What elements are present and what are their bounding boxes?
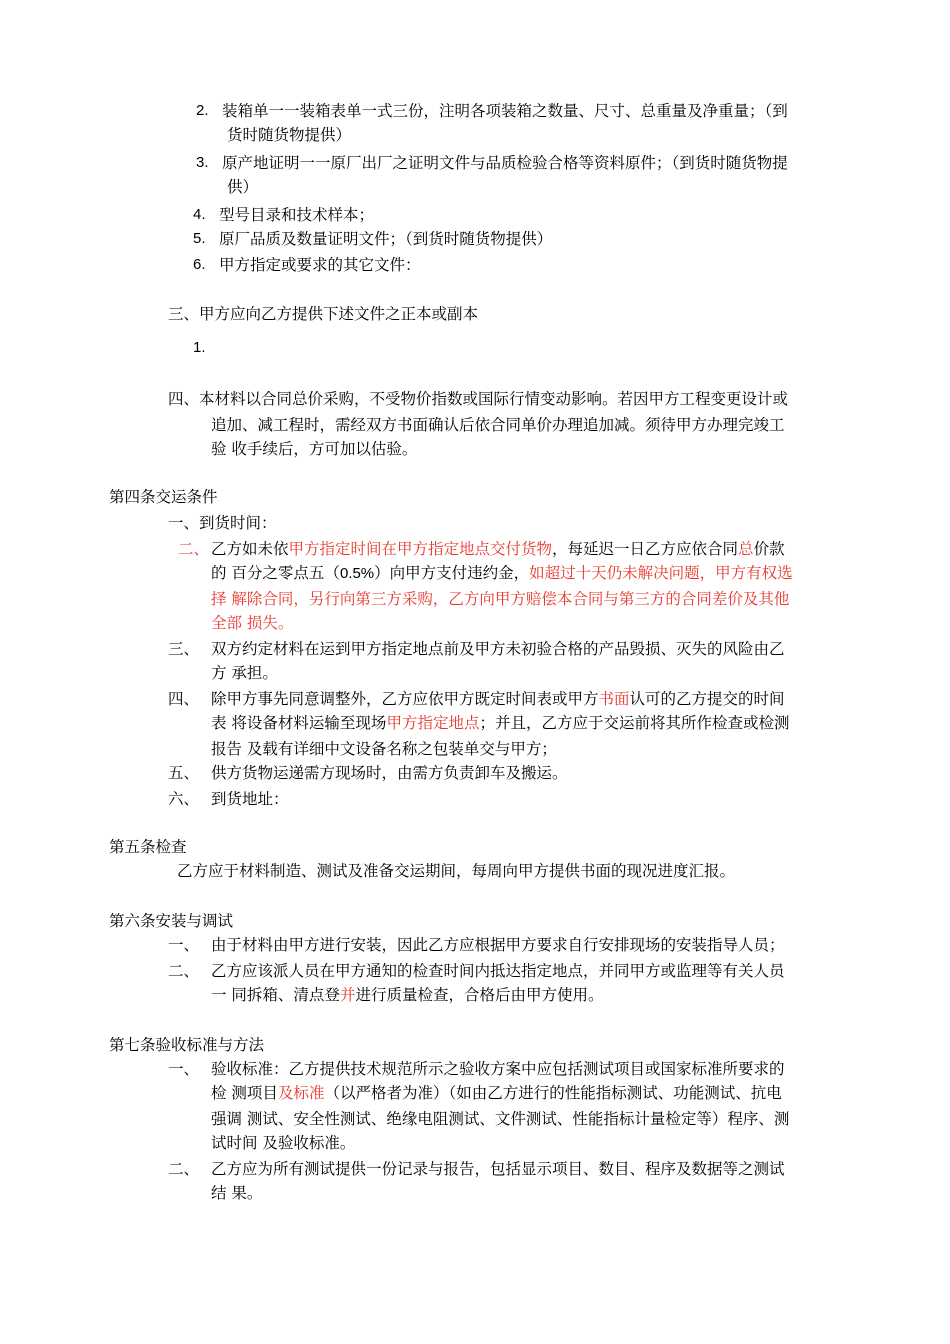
article-6-clause-2-line-2: 一 同拆箱、清点登并进行质量检查，合格后由甲方使用。	[211, 986, 604, 1004]
article-7-clause-1-line-2: 检 测项目及标准（以严格者为准）（如由乙方进行的性能指标测试、功能测试、抗电	[211, 1084, 782, 1102]
item-2-number: 2.	[196, 102, 209, 119]
article-6-clause-2-number: 二、	[168, 962, 200, 980]
item-5-text: 原厂品质及数量证明文件；（到货时随货物提供）	[219, 230, 553, 248]
article-4-clause-1: 一、到货时间：	[168, 514, 277, 532]
item-6-number: 6.	[193, 256, 206, 273]
article-4-clause-3-line-1: 双方约定材料在运到甲方指定地点前及甲方未初验合格的产品毁损、灭失的风险由乙	[211, 640, 785, 658]
article-4-clause-4-line-2: 表 将设备材料运输至现场甲方指定地点；并且，乙方应于交运前将其所作检查或检测	[211, 714, 790, 732]
item-5-number: 5.	[193, 230, 206, 247]
article-6-clause-1-text: 由于材料由甲方进行安装，因此乙方应根据甲方要求自行安排现场的安装指导人员；	[211, 936, 785, 954]
article-4-clause-2-line-4: 全部 损失。	[211, 614, 294, 632]
article-4-clause-5-text: 供方货物运递需方现场时，由需方负责卸车及搬运。	[211, 764, 568, 782]
item-4-number: 4.	[193, 206, 206, 223]
article-4-clause-2-line-3: 择 解除合同，另行向第三方采购，乙方向甲方赔偿本合同与第三方的合同差价及其他	[211, 590, 790, 608]
article-4-clause-6-text: 到货地址：	[211, 790, 289, 808]
article-4-clause-2-number: 二、	[178, 540, 210, 558]
article-7-clause-2-line-1: 乙方应为所有测试提供一份记录与报告，包括显示项目、数目、程序及数据等之测试	[211, 1160, 785, 1178]
article-7-clause-1-line-1: 验收标准：乙方提供技术规范所示之验收方案中应包括测试项目或国家标准所要求的	[211, 1060, 785, 1078]
article-7-clause-2-number: 二、	[168, 1160, 200, 1178]
item-2-line-2: 货时随货物提供）	[227, 126, 352, 144]
article-4-clause-4-number: 四、	[168, 690, 200, 708]
article-4-clause-6-number: 六、	[168, 790, 200, 808]
article-4-heading: 第四条交运条件	[109, 488, 218, 506]
article-5-heading: 第五条检查	[109, 838, 187, 856]
article-7-clause-2-line-2: 结 果。	[211, 1184, 263, 1202]
article-7-heading: 第七条验收标准与方法	[109, 1036, 265, 1054]
article-6-clause-2-line-1: 乙方应该派人员在甲方通知的检查时间内抵达指定地点，并同甲方或监理等有关人员	[211, 962, 785, 980]
article-4-clause-2-line-2: 的 百分之零点五（0.5%）向甲方支付违约金，如超过十天仍未解决问题，甲方有权选	[211, 564, 793, 582]
article-4-clause-3-line-2: 方 承担。	[211, 664, 278, 682]
article-6-heading: 第六条安装与调试	[109, 912, 234, 930]
article-4-clause-4-line-3: 报告 及载有详细中文设备名称之包装单交与甲方；	[211, 740, 557, 758]
article-4-clause-2-line-1: 乙方如未依甲方指定时间在甲方指定地点交付货物，每延迟一日乙方应依合同总价款	[211, 540, 785, 558]
article-4-clause-3-number: 三、	[168, 640, 200, 658]
article-7-clause-1-number: 一、	[168, 1060, 200, 1078]
article-7-clause-1-line-4: 试时间 及验收标准。	[211, 1134, 356, 1152]
item-3-line-1: 原产地证明一一原厂出厂之证明文件与品质检验合格等资料原件；（到货时随货物提	[222, 154, 788, 172]
article-4-clause-4-line-1: 除甲方事先同意调整外，乙方应依甲方既定时间表或甲方书面认可的乙方提交的时间	[211, 690, 785, 708]
item-4-text: 型号目录和技术样本；	[219, 206, 375, 224]
article-7-clause-1-line-3: 强调 测试、安全性测试、绝缘电阻测试、文件测试、性能指标计量检定等）程序、测	[211, 1110, 790, 1128]
section-4-line-2: 追加、减工程时，需经双方书面确认后依合同单价办理追加减。须待甲方办理完竣工	[211, 416, 785, 434]
item-3-line-2: 供）	[227, 178, 259, 196]
section-3-item-1-number: 1.	[193, 339, 206, 356]
item-3-number: 3.	[196, 154, 209, 171]
section-3-heading: 三、甲方应向乙方提供下述文件之正本或副本	[168, 305, 479, 323]
item-2-line-1: 装箱单一一装箱表单一式三份，注明各项装箱之数量、尺寸、总重量及净重量；（到	[222, 102, 788, 120]
article-5-body: 乙方应于材料制造、测试及准备交运期间，每周向甲方提供书面的现况进度汇报。	[177, 862, 736, 880]
section-4-line-3: 验 收手续后，方可加以估验。	[211, 440, 418, 458]
section-4-line-1: 四、本材料以合同总价采购，不受物价指数或国际行情变动影响。若因甲方工程变更设计或	[168, 390, 789, 408]
item-6-text: 甲方指定或要求的其它文件：	[219, 256, 421, 274]
article-4-clause-5-number: 五、	[168, 764, 200, 782]
article-6-clause-1-number: 一、	[168, 936, 200, 954]
